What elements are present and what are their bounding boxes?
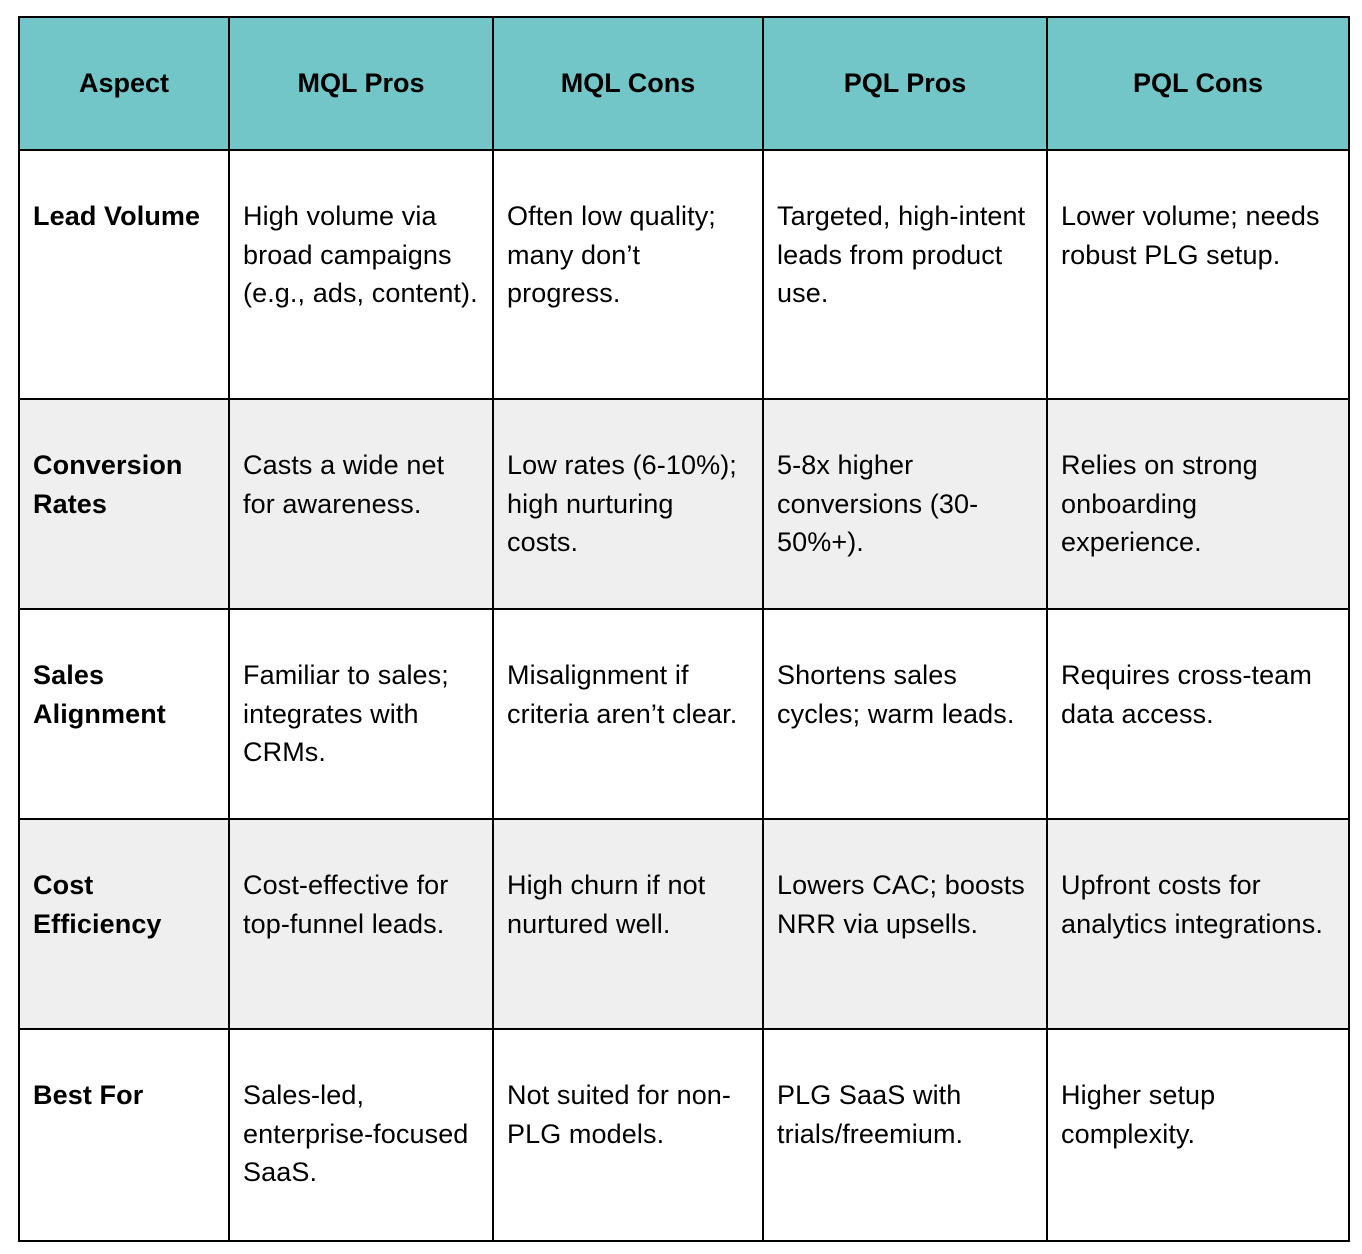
mql-cons-cell: Often low quality; many don’t progress. <box>493 150 763 399</box>
table-row <box>19 609 1349 819</box>
mql-cons-cell: High churn if not nurtured well. <box>493 819 763 1029</box>
comparison-table <box>18 16 1350 1242</box>
table-row <box>19 819 1349 1029</box>
aspect-cell: Cost Efficiency <box>19 819 229 1029</box>
pql-cons-cell: Requires cross-team data access. <box>1047 609 1349 819</box>
pql-pros-cell: Shortens sales cycles; warm leads. <box>763 609 1047 819</box>
mql-pros-cell: Cost-effective for top-funnel leads. <box>229 819 493 1029</box>
pql-pros-cell: 5-8x higher conversions (30-50%+). <box>763 399 1047 609</box>
mql-cons-cell: Low rates (6-10%); high nurturing costs. <box>493 399 763 609</box>
header-aspect: Aspect <box>19 17 229 150</box>
pql-cons-cell: Upfront costs for analytics integrations. <box>1047 819 1349 1029</box>
table-row <box>19 399 1349 609</box>
aspect-cell: Lead Volume <box>19 150 229 399</box>
aspect-cell: Conversion Rates <box>19 399 229 609</box>
mql-pros-cell: Casts a wide net for awareness. <box>229 399 493 609</box>
aspect-cell: Sales Alignment <box>19 609 229 819</box>
pql-cons-cell: Lower volume; needs robust PLG setup. <box>1047 150 1349 399</box>
header-mql-cons: MQL Cons <box>493 17 763 150</box>
aspect-cell: Best For <box>19 1029 229 1241</box>
pql-pros-cell: PLG SaaS with trials/freemium. <box>763 1029 1047 1241</box>
header-row <box>19 17 1349 150</box>
table-row <box>19 150 1349 399</box>
table-row <box>19 1029 1349 1241</box>
mql-pros-cell: High volume via broad campaigns (e.g., ads, content). <box>229 150 493 399</box>
mql-pros-cell: Sales-led, enterprise-focused SaaS. <box>229 1029 493 1241</box>
pql-pros-cell: Targeted, high-intent leads from product use. <box>763 150 1047 399</box>
mql-cons-cell: Misalignment if criteria aren’t clear. <box>493 609 763 819</box>
header-mql-pros: MQL Pros <box>229 17 493 150</box>
mql-pros-cell: Familiar to sales; integrates with CRMs. <box>229 609 493 819</box>
header-pql-cons: PQL Cons <box>1047 17 1349 150</box>
header-pql-pros: PQL Pros <box>763 17 1047 150</box>
pql-pros-cell: Lowers CAC; boosts NRR via upsells. <box>763 819 1047 1029</box>
pql-cons-cell: Higher setup complexity. <box>1047 1029 1349 1241</box>
mql-cons-cell: Not suited for non-PLG models. <box>493 1029 763 1241</box>
pql-cons-cell: Relies on strong onboarding experience. <box>1047 399 1349 609</box>
